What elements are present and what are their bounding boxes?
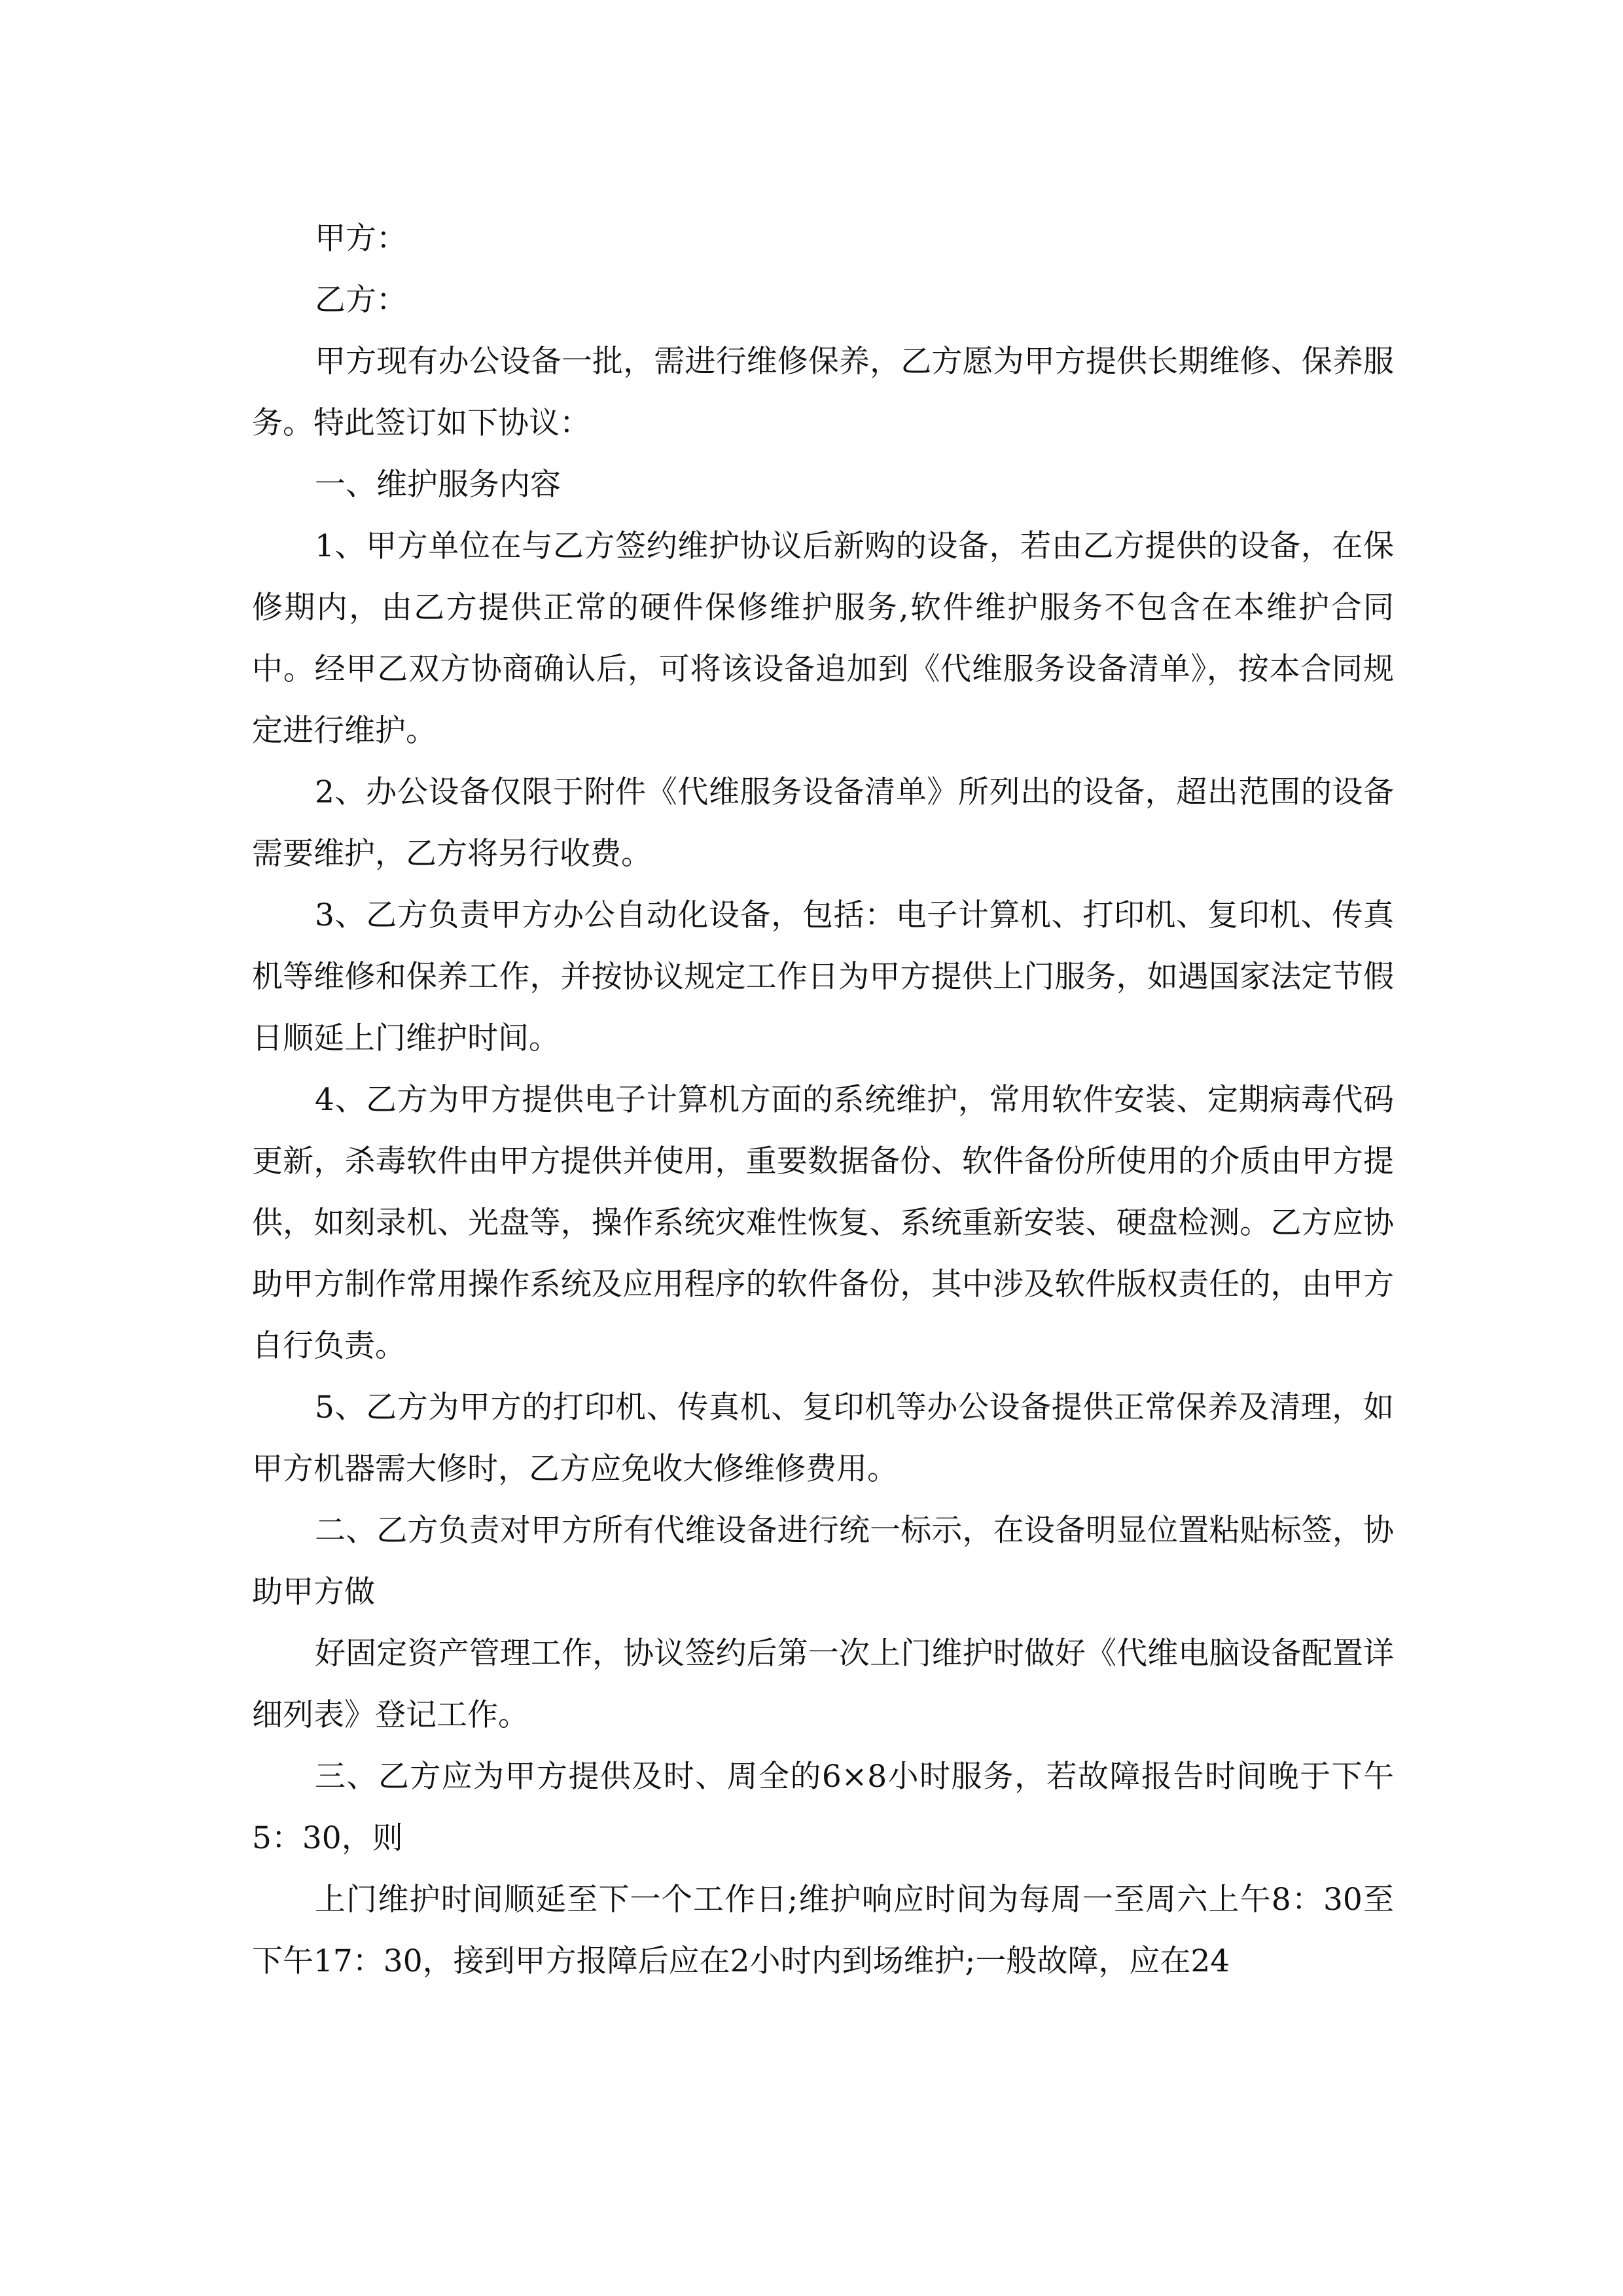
clause-paragraph-4: 4、乙方为甲方提供电子计算机方面的系统维护，常用软件安装、定期病毒代码更新，杀毒软件由甲方提供并使用，重要数据备份、软件备份所使用的介质由甲方提供，如刻录机、光盘等，操作系统灾难性恢复、系统重新安装、硬盘检测。乙方应协助甲方制作常用操作系统及应用程序的软件备份，其中涉及软件版权责任的，由甲方自行负责。 [252, 1082, 1394, 1364]
section-paragraph-3: 三、乙方应为甲方提供及时、周全的6×8小时服务，若故障报告时间晚于下午5：30，则 [252, 1759, 1394, 1856]
preamble-paragraph: 甲方现有办公设备一批，需进行维修保养，乙方愿为甲方提供长期维修、保养服务。特此签订如下协议： [252, 344, 1394, 441]
section-paragraph-2: 二、乙方负责对甲方所有代维设备进行统一标示，在设备明显位置粘贴标签，协助甲方做 [252, 1513, 1394, 1610]
clause-paragraph-1: 1、甲方单位在与乙方签约维护协议后新购的设备，若由乙方提供的设备，在保修期内，由乙方提供正常的硬件保修维护服务,软件维护服务不包含在本维护合同中。经甲乙双方协商确认后，可将该设备追加到《代维服务设备清单》，按本合同规定进行维护。 [252, 528, 1394, 749]
clause-paragraph-3: 3、乙方负责甲方办公自动化设备，包括：电子计算机、打印机、复印机、传真机等维修和保养工作，并按协议规定工作日为甲方提供上门服务，如遇国家法定节假日顺延上门维护时间。 [252, 897, 1394, 1056]
party-a-line: 甲方： [315, 221, 407, 257]
section-paragraph-3-continued: 上门维护时间顺延至下一个工作日;维护响应时间为每周一至周六上午8：30至下午17：30，接到甲方报障后应在2小时内到场维护;一般故障，应在24 [252, 1882, 1394, 1979]
section-paragraph-2-continued: 好固定资产管理工作，协议签约后第一次上门维护时做好《代维电脑设备配置详细列表》登记工作。 [252, 1636, 1394, 1733]
party-b-line: 乙方： [315, 282, 407, 318]
section-heading-1: 一、维护服务内容 [315, 467, 561, 503]
clause-paragraph-5: 5、乙方为甲方的打印机、传真机、复印机等办公设备提供正常保养及清理，如甲方机器需大修时，乙方应免收大修维修费用。 [252, 1390, 1394, 1487]
document-body [252, 208, 1394, 1992]
clause-paragraph-2: 2、办公设备仅限于附件《代维服务设备清单》所列出的设备，超出范围的设备需要维护，乙方将另行收费。 [252, 774, 1394, 872]
